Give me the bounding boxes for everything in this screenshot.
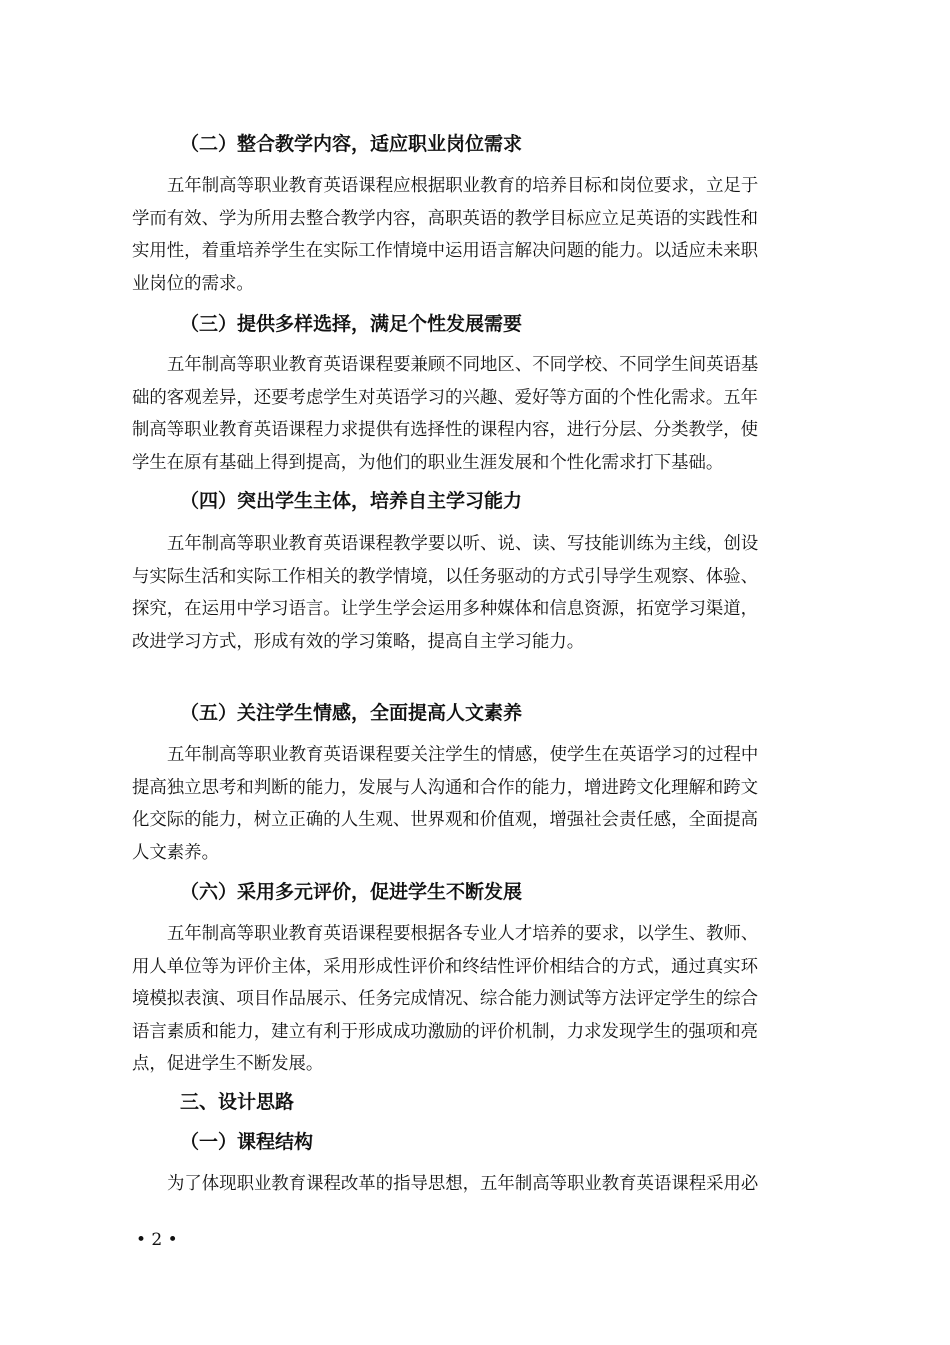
body-line: 五年制高等职业教育英语课程要关注学生的情感，使学生在英语学习的过程中: [167, 745, 759, 765]
body-line: 语言素质和能力，建立有利于形成成功激励的评价机制，力求发现学生的强项和亮: [132, 1021, 759, 1042]
subsection-heading: （一）课程结构: [180, 1131, 314, 1153]
section-body-3: [132, 349, 828, 479]
body-line: 为了体现职业教育课程改革的指导思想，五年制高等职业教育英语课程采用必: [167, 1174, 759, 1194]
body-line: 学生在原有基础上得到提高，为他们的职业生涯发展和个性化需求打下基础。: [132, 452, 724, 473]
final-paragraph: [132, 1168, 828, 1201]
body-line: 改进学习方式，形成有效的学习策略，提高自主学习能力。: [132, 631, 585, 652]
body-line: 用人单位等为评价主体，采用形成性评价和终结性评价相结合的方式，通过真实环: [132, 956, 759, 977]
body-line: 五年制高等职业教育英语课程要根据各专业人才培养的要求，以学生、教师、: [167, 924, 759, 944]
section-heading-3: （三）提供多样选择，满足个性发展需要: [180, 313, 523, 335]
body-line: 点，促进学生不断发展。: [132, 1054, 324, 1074]
section-body-2: [132, 170, 828, 300]
body-line: 础的客观差异，还要考虑学生对英语学习的兴趣、爱好等方面的个性化需求。五年: [132, 387, 759, 408]
section-body-6: [132, 918, 828, 1081]
body-line: 提高独立思考和判断的能力，发展与人沟通和合作的能力，增进跨文化理解和跨文: [132, 777, 759, 798]
body-line: 化交际的能力，树立正确的人生观、世界观和价值观，增强社会责任感，全面提高: [132, 810, 759, 830]
body-line: 与实际生活和实际工作相关的教学情境，以任务驱动的方式引导学生观察、体验、: [132, 566, 759, 587]
body-line: 五年制高等职业教育英语课程教学要以听、说、读、写技能训练为主线，创设: [167, 534, 759, 554]
body-line: 五年制高等职业教育英语课程应根据职业教育的培养目标和岗位要求，立足于: [167, 176, 759, 196]
part-heading: 三、设计思路: [180, 1091, 295, 1113]
body-line: 学而有效、学为所用去整合教学内容，高职英语的教学目标应立足英语的实践性和: [132, 208, 759, 229]
section-body-5: [132, 739, 828, 869]
page-number: • 2 •: [136, 1230, 178, 1250]
body-line: 境模拟表演、项目作品展示、任务完成情况、综合能力测试等方法评定学生的综合: [132, 989, 759, 1009]
body-line: 探究，在运用中学习语言。让学生学会运用多种媒体和信息资源，拓宽学习渠道，: [132, 599, 759, 619]
body-line: 实用性，着重培养学生在实际工作情境中运用语言解决问题的能力。以适应未来职: [132, 241, 759, 261]
section-heading-5: （五）关注学生情感，全面提高人文素养: [180, 702, 523, 724]
section-body-4: [132, 528, 828, 658]
section-heading-4: （四）突出学生主体，培养自主学习能力: [180, 490, 523, 512]
body-line: 制高等职业教育英语课程力求提供有选择性的课程内容，进行分层、分类教学，使: [132, 420, 759, 440]
body-line: 业岗位的需求。: [132, 273, 254, 294]
body-line: 人文素养。: [132, 842, 219, 863]
body-line: 五年制高等职业教育英语课程要兼顾不同地区、不同学校、不同学生间英语基: [167, 355, 759, 375]
section-heading-6: （六）采用多元评价，促进学生不断发展: [180, 881, 523, 903]
section-heading-2: （二）整合教学内容，适应职业岗位需求: [180, 133, 523, 155]
